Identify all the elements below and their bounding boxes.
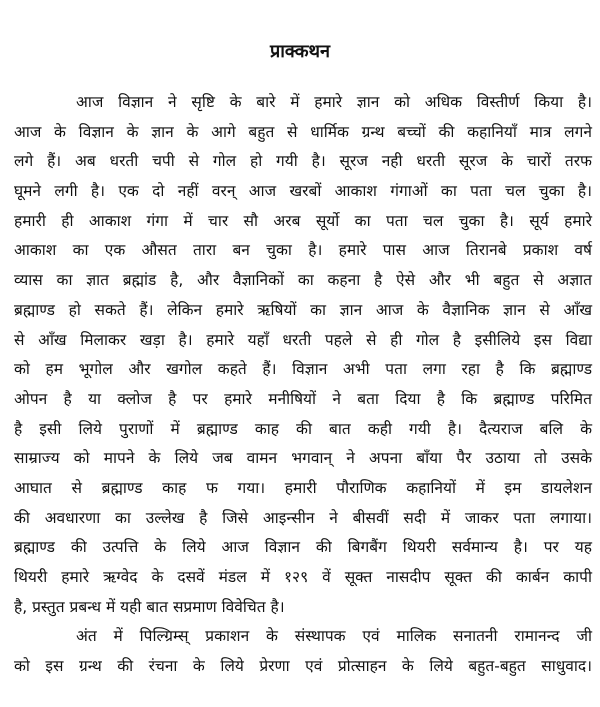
text-line: व्यास का ज्ञात ब्रह्मांड है, और वैज्ञानिकों का कहना है ऐसे और भी बहुत से अज्ञात <box>14 271 592 290</box>
text-line: को इस ग्रन्थ की रंचना के लिये प्रेरणा एवं प्रोत्साहन के लिये बहुत-बहुत साधुवाद। <box>14 657 592 676</box>
page-title: प्राक्कथन <box>269 41 331 62</box>
body-text <box>14 88 592 682</box>
text-line: लगे हैं। अब धरती चपी से गोल हो गयी है। सूरज नही धरती सूरज के चारों तरफ <box>14 152 592 171</box>
text-line: को हम भूगोल और खगोल कहते हैं। विज्ञान अभी पता लगा रहा है कि ब्रह्माण्ड <box>14 360 592 379</box>
text-line: है इसी लिये पुराणों में ब्रह्माण्ड काह की बात कही गयी है। दैत्यराज बलि के <box>14 419 592 438</box>
text-line: की अवधारणा का उल्लेख है जिसे आइन्सीन ने बीसवीं सदी में जाकर पता लगाया। <box>14 508 592 527</box>
text-line: से आँख मिलाकर खड़ा है। हमारे यहाँ धरती पहले से ही गोल है इसीलिये इस विद्या <box>14 330 592 349</box>
text-line: थियरी हमारे ऋग्वेद के दसवें मंडल में १२९ वें सूक्त नासदीप सूक्त की कार्बन कापी <box>14 568 592 586</box>
text-line: अंत में पिल्ग्रिम्स् प्रकाशन के संस्थापक एवं मालिक सनातनी रामानन्द जी <box>76 627 592 646</box>
paragraph-2 <box>14 622 592 681</box>
text-line: घूमने लगी है। एक दो नहीं वरन् आज खरबों आकाश गंगाओं का पता चल चुका है। <box>14 182 592 201</box>
text-line: आघात से ब्रह्माण्ड काह फ गया। हमारी पौराणिक कहानियों में इम डायलेशन <box>14 478 592 497</box>
text-line: आज विज्ञान ने सृष्टि के बारे में हमारे ज्ञान को अधिक विस्तीर्ण किया है। <box>76 93 592 111</box>
text-line: ओपन है या क्लोज है पर हमारे मनीषियों ने बता दिया है कि ब्रह्माण्ड परिमित <box>14 389 592 408</box>
text-line: साम्राज्य को मापने के लिये जब वामन भगवान् ने अपना बाँया पैर उठाया तो उसके <box>14 449 592 468</box>
text-line: ब्रह्माण्ड की उत्पत्ति के लिये आज विज्ञान की बिगबैंग थियरी सर्वमान्य है। पर यह <box>14 538 592 557</box>
text-line: है, प्रस्तुत प्रबन्ध में यही बात सप्रमाण विवेचित है। <box>14 597 285 616</box>
text-line: ब्रह्माण्ड हो सकते हैं। लेकिन हमारे ऋषियों का ज्ञान आज के वैज्ञानिक ज्ञान से आँख <box>14 300 592 319</box>
text-line: हमारी ही आकाश गंगा में चार सौ अरब सूर्यो का पता चल चुका है। सूर्य हमारे <box>14 211 592 230</box>
text-line: आकाश का एक औसत तारा बन चुका है। हमारे पास आज तिरानबे प्रकाश वर्ष <box>14 241 592 260</box>
text-line: आज के विज्ञान के ज्ञान के आगे बहुत से धार्मिक ग्रन्थ बच्चों की कहानियाँ मात्र लगने <box>14 122 592 141</box>
paragraph-1 <box>14 88 592 622</box>
